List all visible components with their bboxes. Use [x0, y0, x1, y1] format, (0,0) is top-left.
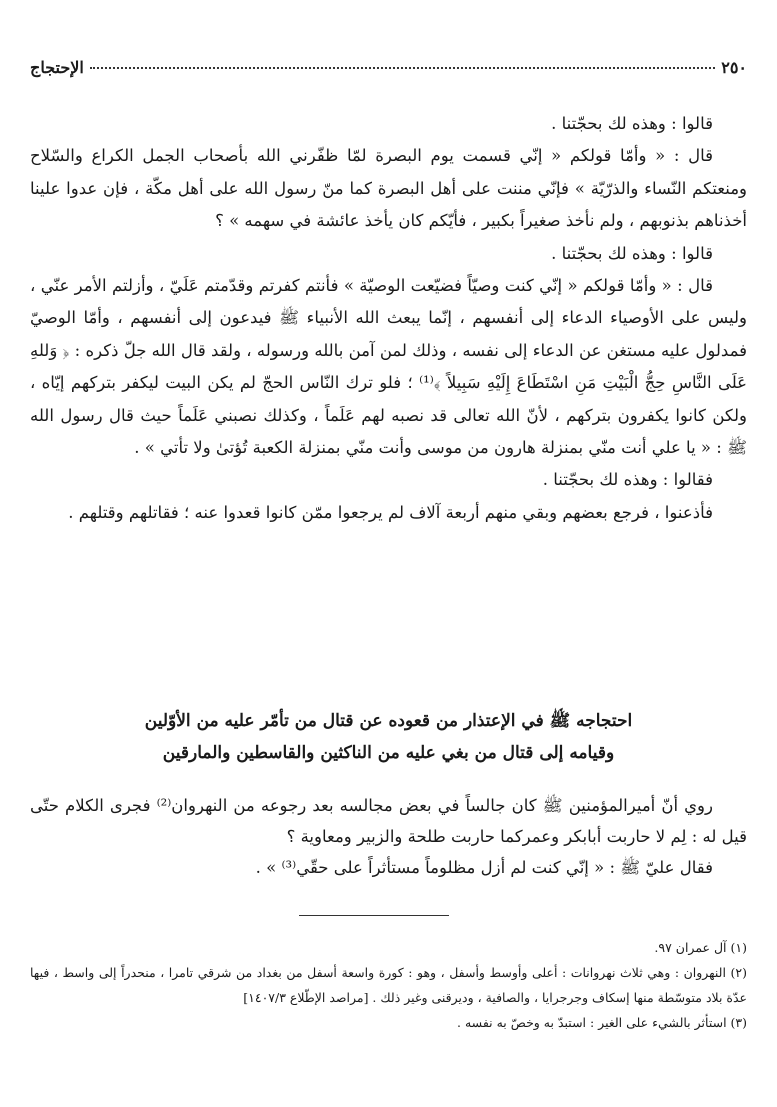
paragraph: قال : « وأمّا قولكم « إنّي كنت وصيّاً فضيّعت الوصيّة » فأنتم كفرتم وقدّمتم عَلَيّ ، وأزلتم الأمر عنّي ، وليس على الأوصياء الدعاء إلى أنفسهم ، إنّما يبعث الله الأنبياء ﷺ فيدعون إلى أنفسهم ، وأمّا الوصيّ فمدلول عليه مستغن عن الدعاء إلى نفسه ، وذلك لمن آمن بالله ورسوله ، ولقد قال الله جلّ ذكره : ﴿ وَللهِ عَلَى النَّاسِ حِجُّ الْبَيْتِ مَنِ اسْتَطَاعَ إِلَيْهِ سَبِيلاً ﴾⁽¹⁾ ؛ فلو ترك النّاس الحجّ لم يكن البيت ليكفر بتركهم إيّاه ، ولكن كانوا يكفرون بتركهم ، لأنّ الله تعالى قد نصبه لهم عَلَماً ، وكذلك نصبني عَلَماً حيث قال رسول الله ﷺ : « يا علي أنت منّي بمنزلة هارون من موسى وأنت منّي بمنزلة الكعبة تُؤتىٰ ولا تأتي » .	[30, 276, 748, 458]
section-heading	[30, 705, 747, 769]
section-heading-line: وقيامه إلى قتال من بغي عليه من الناكثين والقاسطين والمارقين	[162, 743, 615, 763]
footnote: (٣) استأثر بالشيء على الغير : استبدّ به وخصّ به نفسه .	[457, 1015, 747, 1030]
section-text	[30, 790, 747, 883]
footnote: (١) آل عمران ٩٧.	[654, 940, 747, 955]
running-header	[30, 58, 747, 77]
section-heading-line: احتجاجه ﷺ في الإعتذار من قعوده عن قتال من تأمّر عليه من الأوّلين	[144, 711, 633, 731]
paragraph: فقال عليّ ﷺ : « إنّي كنت لم أزل مظلوماً مستأثراً على حقّي⁽³⁾ » .	[255, 858, 713, 877]
paragraph: روي أنّ أميرالمؤمنين ﷺ كان جالساً في بعض مجالسه بعد رجوعه من النهروان⁽²⁾ فجرى الكلام حتّى قيل له : لِم لا حاربت أبابكر وعمركما حاربت طلحة والزبير ومعاوية ؟	[30, 796, 747, 846]
footnote: (٢) النهروان : وهي ثلاث نهروانات : أعلى وأوسط وأسفل ، وهو : كورة واسعة أسفل من بغداد من شرقي تامرا ، منحدراً إلى واسط ، فيها عدّة بلاد متوسّطة منها إسكاف وجرجرايا ، والصافية ، وديرقنى وغير ذلك . [مراصد الإطّلاع ١٤٠٧/٣]	[30, 965, 747, 1005]
paragraph: قالوا : وهذه لك بحجّتنا .	[551, 243, 713, 263]
main-text	[30, 108, 747, 529]
header-leader-dots	[90, 67, 715, 69]
footnotes	[30, 935, 747, 1035]
book-title: الإحتجاج	[30, 58, 84, 77]
footnote-separator	[299, 915, 449, 916]
paragraph: فأذعنوا ، فرجع بعضهم وبقي منهم أربعة آلاف لم يرجعوا ممّن كانوا قعدوا عنه ؛ فقاتلهم وقتلهم .	[68, 502, 713, 522]
page-number: ٢٥٠	[721, 58, 747, 77]
paragraph: قالوا : وهذه لك بحجّتنا .	[551, 114, 713, 133]
paragraph: فقالوا : وهذه لك بحجّتنا .	[542, 470, 713, 490]
paragraph: قال : « وأمّا قولكم « إنّي قسمت يوم البصرة لمّا ظفّرني الله بأصحاب الجمل الكراع والسّلاح ومنعتكم النّساء والذرّيّة » فإنّي مننت على أهل البصرة كما منّ رسول الله على أهل مكّة ، فإن عدوا علينا أخذناهم بذنوبهم ، ولم نأخذ صغيراً بكبير ، فأيّكم كان يأخذ عائشة في سهمه » ؟	[30, 146, 747, 231]
